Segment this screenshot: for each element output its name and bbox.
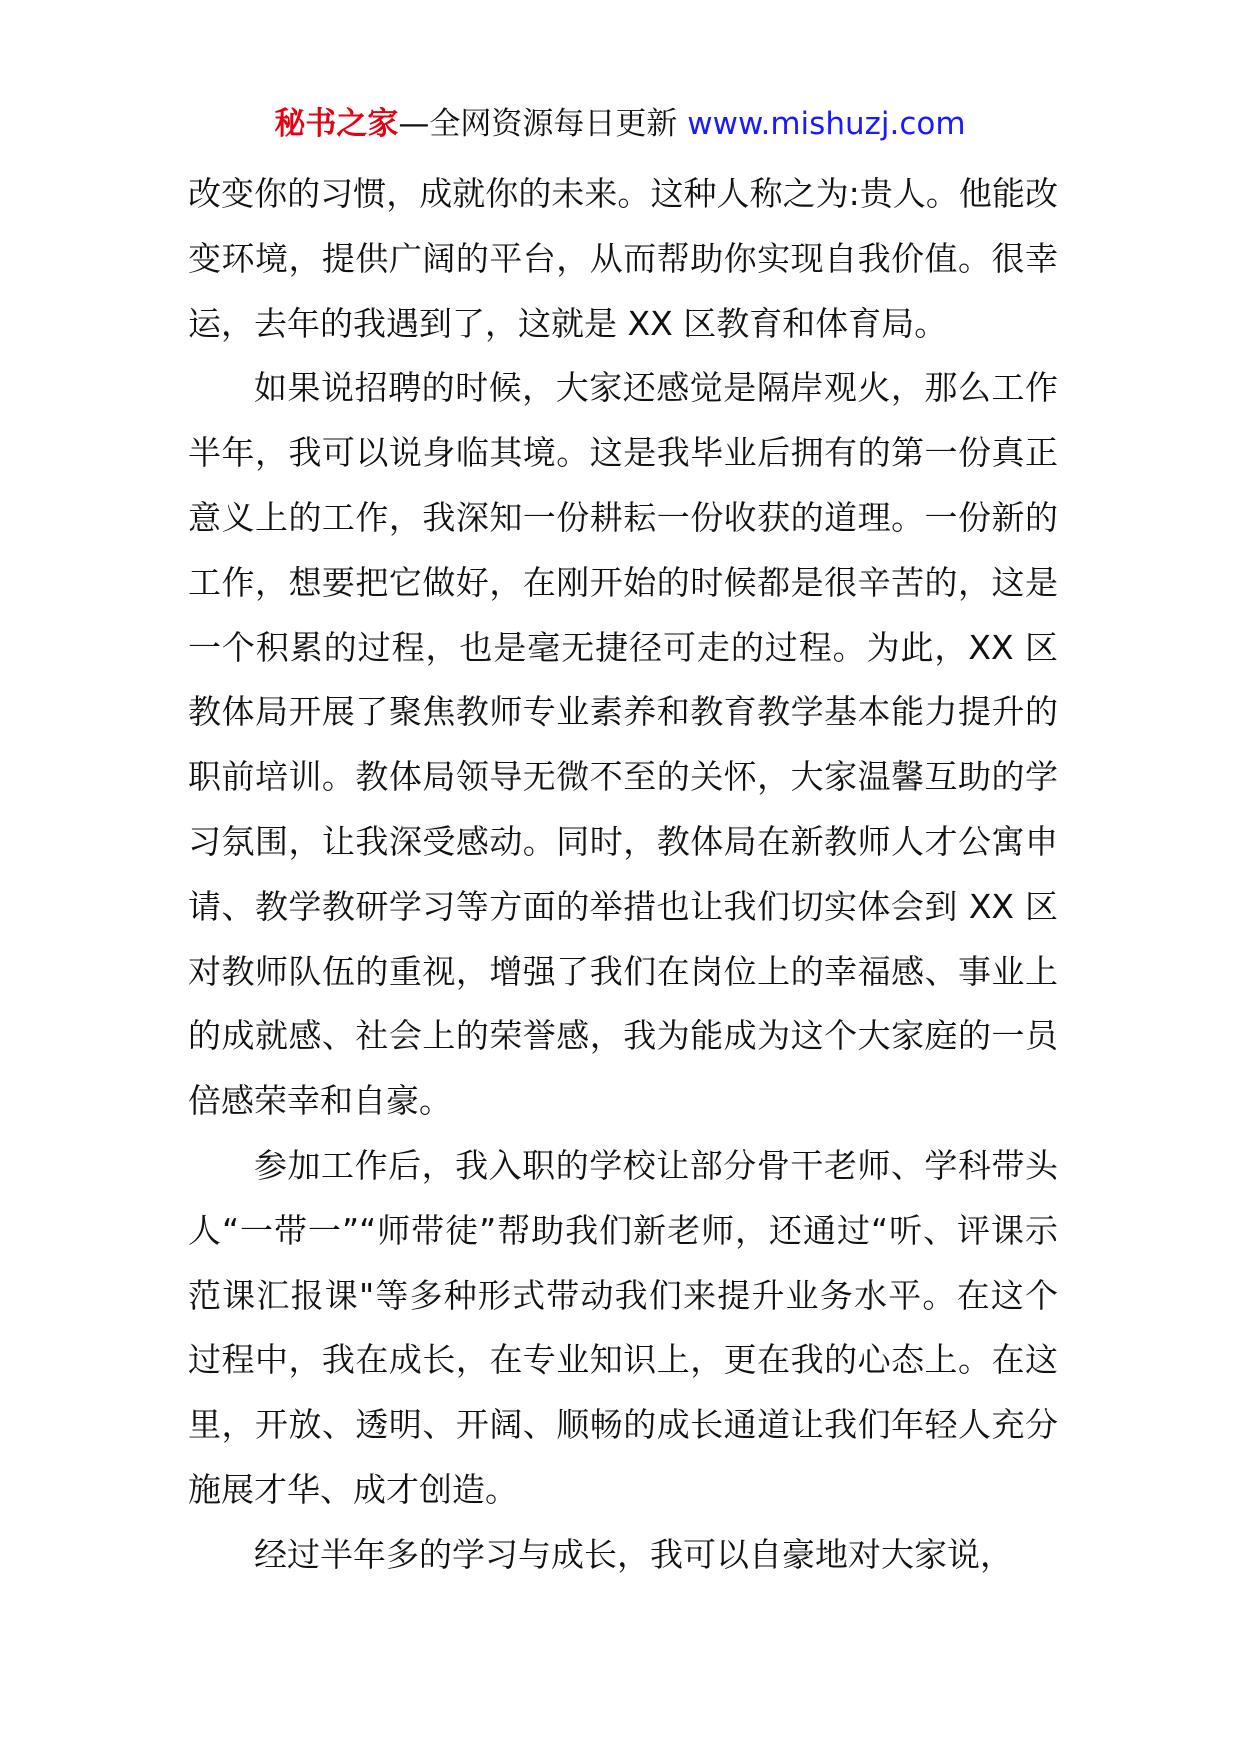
header-brand: 秘书之家 — [274, 106, 399, 142]
page-header — [0, 100, 1240, 148]
paragraph-4: 经过半年多的学习与成长，我可以自豪地对大家说， — [254, 1534, 1013, 1574]
paragraph-1: 改变你的习惯，成就你的未来。这种人称之为:贵人。他能改变环境，提供广阔的平台，从而帮助你实现自我价值。很幸运，去年的我遇到了，这就是 XX 区教育和体育局。 — [188, 174, 1058, 343]
document-body — [188, 162, 1058, 1588]
paragraph-3: 参加工作后，我入职的学校让部分骨干老师、学科带头人“一带一”“师带徒”帮助我们新老师，还通过“听、评课示范课汇报课"等多种形式带动我们来提升业务水平。在这个过程中，我在成长，在专业知识上，更在我的心态上。在这里，开放、透明、开阔、顺畅的成长通道让我们年轻人充分施展才华、成才创造。 — [188, 1145, 1058, 1509]
header-url-link[interactable]: www.mishuzj.com — [687, 106, 966, 142]
paragraph-2: 如果说招聘的时候，大家还感觉是隔岸观火，那么工作半年，我可以说身临其境。这是我毕业后拥有的第一份真正意义上的工作，我深知一份耕耘一份收获的道理。一份新的工作，想要把它做好，在刚开始的时候都是很辛苦的，这是一个积累的过程，也是毫无捷径可走的过程。为此，XX 区教体局开展了聚焦教师专业素养和教育教学基本能力提升的职前培训。教体局领导无微不至的关怀，大家温馨互助的学习氛围，让我深受感动。同时，教体局在新教师人才公寓申请、教学教研学习等方面的举措也让我们切实体会到 XX 区对教师队伍的重视，增强了我们在岗位上的幸福感、事业上的成就感、社会上的荣誉感，我为能成为这个大家庭的一员倍感荣幸和自豪。 — [188, 368, 1058, 1121]
header-tagline: —全网资源每日更新 — [398, 106, 688, 142]
